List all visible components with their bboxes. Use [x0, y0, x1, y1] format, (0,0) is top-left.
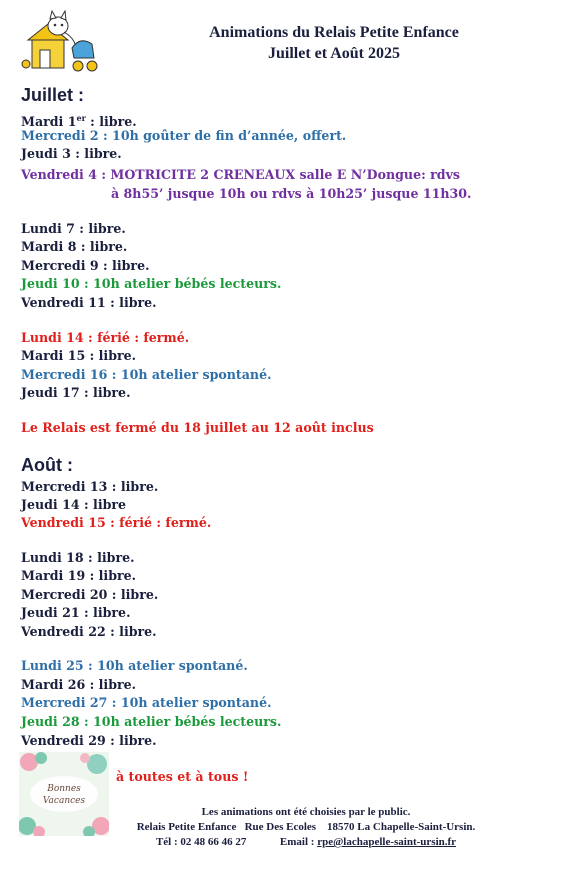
- schedule-line: Lundi 25 : 10h atelier spontané.: [21, 658, 248, 673]
- schedule-line: Mercredi 16 : 10h atelier spontané.: [21, 367, 272, 382]
- footer-contact: [96, 835, 516, 850]
- day-status: : libre.: [85, 114, 137, 130]
- schedule-line: Jeudi 28 : 10h atelier bébés lecteurs.: [21, 714, 282, 729]
- schedule-line: Vendredi 11 : libre.: [21, 295, 157, 310]
- schedule-line-continued: à 8h55’ jusque 10h ou rdvs à 10h25’ jusque 11h30.: [111, 186, 472, 201]
- footer: [96, 805, 516, 850]
- day-label: Mardi 1: [21, 114, 77, 130]
- schedule-line: Mardi 15 : libre.: [21, 348, 137, 363]
- schedule-line: Jeudi 10 : 10h atelier bébés lecteurs.: [21, 276, 282, 291]
- footer-email-label: Email :: [279, 836, 318, 848]
- schedule-line: Mercredi 2 : 10h goûter de fin d’année, offert.: [21, 128, 347, 143]
- footer-email-link[interactable]: rpe@lachapelle-saint-ursin.fr: [317, 836, 457, 848]
- schedule-line: Mercredi 20 : libre.: [21, 587, 159, 602]
- schedule-line: Vendredi 29 : libre.: [21, 733, 157, 748]
- page-header: [110, 22, 558, 64]
- schedule-line: Jeudi 14 : libre: [21, 497, 127, 512]
- schedule-line: Lundi 18 : libre.: [21, 550, 135, 565]
- page-title: Animations du Relais Petite Enfance: [209, 24, 459, 41]
- closure-notice: Le Relais est fermé du 18 juillet au 12 août inclus: [21, 420, 374, 435]
- schedule-line: Vendredi 15 : férié : fermé.: [21, 515, 212, 530]
- footer-phone: Tél : 02 48 66 46 27: [155, 836, 247, 848]
- schedule-line: Lundi 7 : libre.: [21, 221, 126, 236]
- schedule-line: Vendredi 22 : libre.: [21, 624, 157, 639]
- month-heading-juillet: Juillet :: [21, 85, 85, 105]
- page-subtitle: Juillet et Août 2025: [268, 45, 400, 62]
- day-suffix: er: [76, 113, 86, 123]
- schedule-line: Jeudi 21 : libre.: [21, 605, 131, 620]
- schedule-line: Mardi 8 : libre.: [21, 239, 128, 254]
- schedule-line: Jeudi 3 : libre.: [21, 146, 122, 161]
- schedule-line: Mercredi 27 : 10h atelier spontané.: [21, 695, 272, 710]
- schedule-line: Mercredi 9 : libre.: [21, 258, 150, 273]
- card-text-line2: Vacances: [42, 796, 86, 806]
- month-heading-aout: Août :: [21, 455, 73, 475]
- relais-logo-illustration: [18, 10, 102, 78]
- schedule-line: Jeudi 17 : libre.: [21, 385, 131, 400]
- schedule-line: Mardi 19 : libre.: [21, 568, 137, 583]
- schedule-line: Lundi 14 : férié : fermé.: [21, 330, 190, 345]
- schedule-line: Vendredi 4 : MOTRICITE 2 CRENEAUX salle E N’Dongue: rdvs: [21, 167, 460, 182]
- schedule-line: Mercredi 13 : libre.: [21, 479, 159, 494]
- footer-address: Relais Petite Enfance Rue Des Ecoles 18570 La Chapelle-Saint-Ursin.: [136, 821, 476, 833]
- closing-greeting: à toutes et à tous !: [116, 769, 249, 784]
- footer-note: Les animations ont été choisies par le public.: [201, 806, 411, 818]
- schedule-line: Mardi 26 : libre.: [21, 677, 137, 692]
- card-text-line1: Bonnes: [47, 784, 81, 794]
